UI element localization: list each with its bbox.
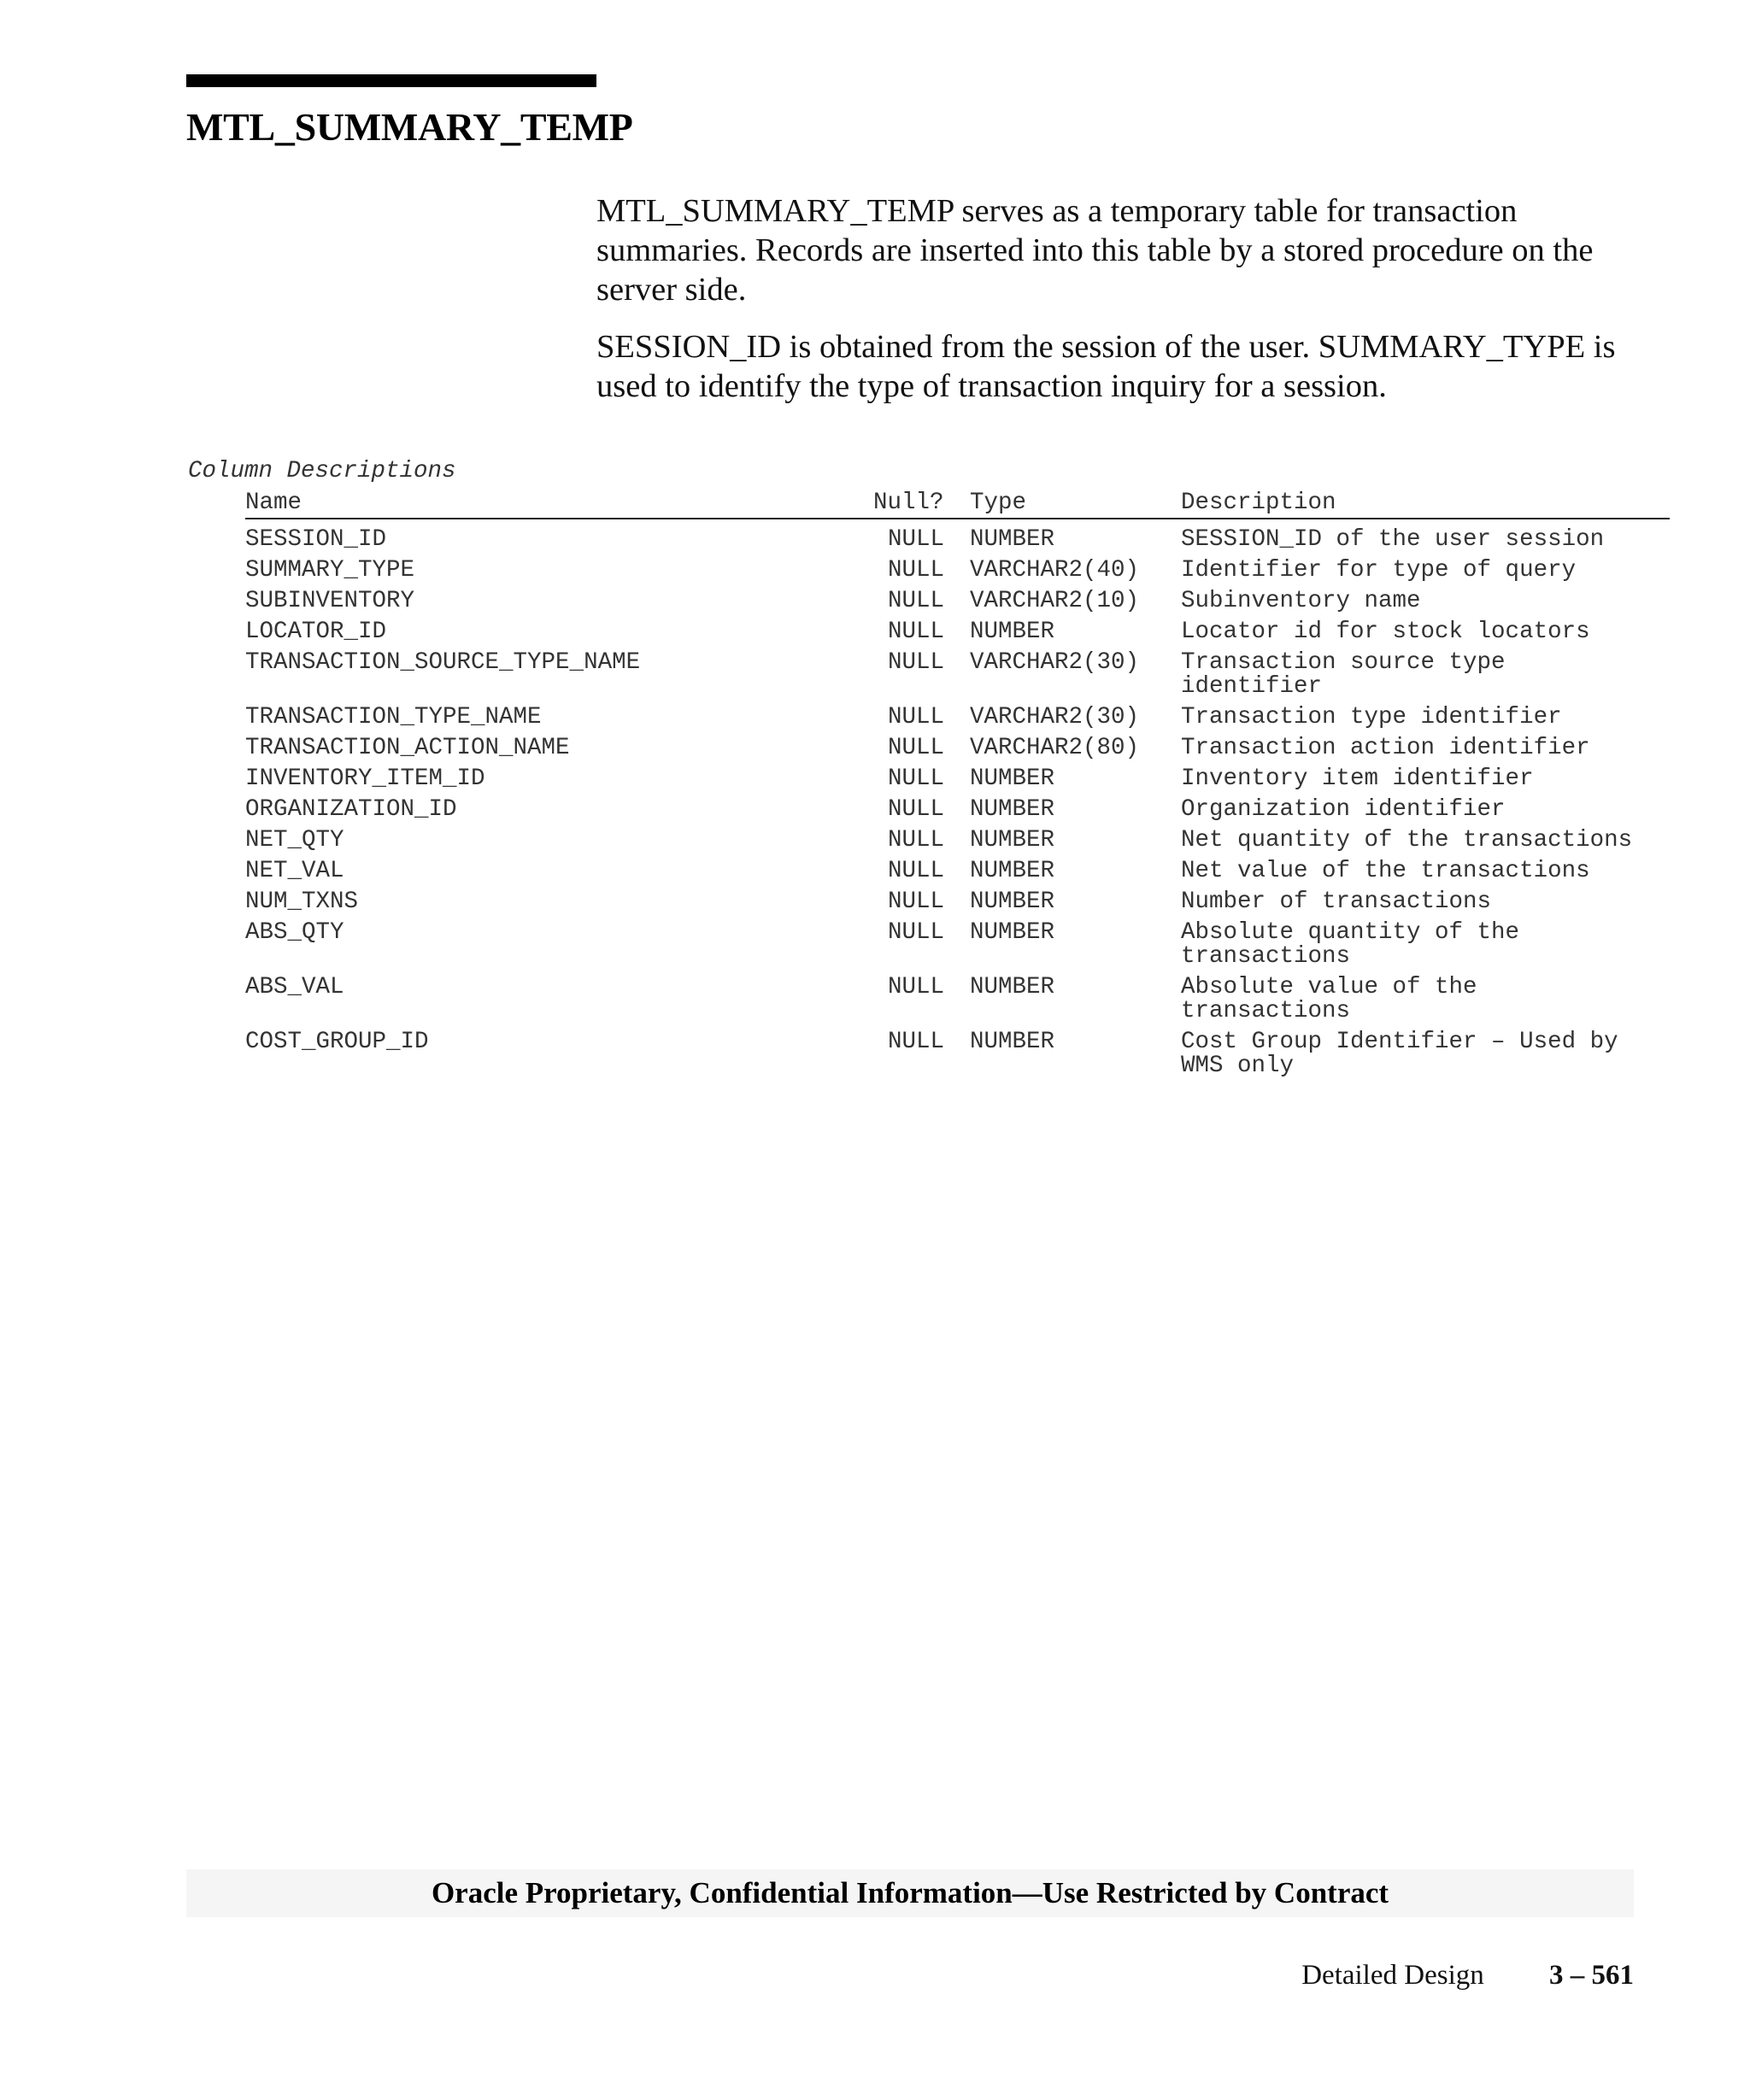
column-name: SESSION_ID xyxy=(245,526,387,553)
column-null: NULL xyxy=(888,974,945,1000)
column-name: SUBINVENTORY xyxy=(245,588,415,614)
column-description: Number of transactions xyxy=(1181,889,1492,915)
column-type: NUMBER xyxy=(970,766,1055,792)
table-row xyxy=(245,590,1670,620)
table-row xyxy=(245,859,1670,890)
column-description: Subinventory name xyxy=(1181,588,1421,614)
column-name: TRANSACTION_SOURCE_TYPE_NAME xyxy=(245,649,641,676)
table-row xyxy=(245,736,1670,767)
column-descriptions-label: Column Descriptions xyxy=(188,458,456,484)
table-row xyxy=(245,528,1670,559)
column-type: VARCHAR2(80) xyxy=(970,735,1140,761)
intro-paragraph: MTL_SUMMARY_TEMP serves as a temporary table for transaction summaries. Records are inserted into this table by a stored procedure on the server side. xyxy=(596,193,1594,308)
column-description: Organization identifier xyxy=(1181,796,1506,823)
table-row xyxy=(245,976,1670,1030)
column-type: VARCHAR2(30) xyxy=(970,704,1140,730)
column-description: Cost Group Identifier – Used by WMS only xyxy=(1181,1029,1618,1079)
column-name: TRANSACTION_TYPE_NAME xyxy=(245,704,542,730)
table-row xyxy=(245,706,1670,736)
column-null: NULL xyxy=(888,766,945,792)
column-null: NULL xyxy=(888,735,945,761)
column-type: NUMBER xyxy=(970,827,1055,853)
table-body xyxy=(245,528,1670,1085)
column-type: NUMBER xyxy=(970,1029,1055,1055)
page-number: 3 – 561 xyxy=(1549,1960,1634,1991)
column-name: NET_QTY xyxy=(245,827,344,853)
column-null: NULL xyxy=(888,889,945,915)
table-row xyxy=(245,767,1670,798)
column-null: NULL xyxy=(888,704,945,730)
column-description: Net quantity of the transactions xyxy=(1181,827,1633,853)
column-null: NULL xyxy=(888,919,945,946)
column-null: NULL xyxy=(888,588,945,614)
column-type: NUMBER xyxy=(970,889,1055,915)
column-name: ABS_QTY xyxy=(245,919,344,946)
header-name: Name xyxy=(245,490,302,516)
column-null: NULL xyxy=(888,858,945,884)
column-name: ABS_VAL xyxy=(245,974,344,1000)
table-row xyxy=(245,890,1670,921)
page-footer xyxy=(1301,1958,1634,1992)
column-name: TRANSACTION_ACTION_NAME xyxy=(245,735,570,761)
column-description: Transaction action identifier xyxy=(1181,735,1590,761)
column-type: VARCHAR2(30) xyxy=(970,649,1140,676)
table-row xyxy=(245,559,1670,590)
column-type: NUMBER xyxy=(970,974,1055,1000)
header-description: Description xyxy=(1181,490,1336,516)
table-row xyxy=(245,651,1670,706)
column-name: NUM_TXNS xyxy=(245,889,359,915)
header-type: Type xyxy=(970,490,1027,516)
column-description: SESSION_ID of the user session xyxy=(1181,526,1605,553)
column-description: Net value of the transactions xyxy=(1181,858,1590,884)
column-name: LOCATOR_ID xyxy=(245,619,387,645)
column-type: NUMBER xyxy=(970,919,1055,946)
table-row xyxy=(245,1030,1670,1085)
column-description: Absolute quantity of the transactions xyxy=(1181,919,1520,970)
column-description: Locator id for stock locators xyxy=(1181,619,1590,645)
intro-section xyxy=(596,191,1647,424)
column-type: VARCHAR2(40) xyxy=(970,557,1140,584)
column-name: INVENTORY_ITEM_ID xyxy=(245,766,485,792)
confidential-notice: Oracle Proprietary, Confidential Information––Use Restricted by Contract xyxy=(186,1869,1634,1917)
column-null: NULL xyxy=(888,827,945,853)
column-description: Transaction source type identifier xyxy=(1181,649,1506,700)
table-row xyxy=(245,798,1670,829)
title-rule xyxy=(186,74,596,87)
table-row xyxy=(245,921,1670,976)
column-name: NET_VAL xyxy=(245,858,344,884)
column-description: Absolute value of the transactions xyxy=(1181,974,1477,1024)
column-null: NULL xyxy=(888,796,945,823)
column-description: Transaction type identifier xyxy=(1181,704,1562,730)
intro-paragraph: SESSION_ID is obtained from the session of the user. SUMMARY_TYPE is used to identify the type of transaction inquiry for a session. xyxy=(596,329,1616,404)
footer-section-name: Detailed Design xyxy=(1301,1960,1484,1991)
column-type: NUMBER xyxy=(970,858,1055,884)
table-row xyxy=(245,620,1670,651)
table-header xyxy=(245,489,1670,519)
column-type: NUMBER xyxy=(970,526,1055,553)
column-description: Identifier for type of query xyxy=(1181,557,1577,584)
column-name: SUMMARY_TYPE xyxy=(245,557,415,584)
column-name: COST_GROUP_ID xyxy=(245,1029,429,1055)
column-name: ORGANIZATION_ID xyxy=(245,796,457,823)
header-null: Null? xyxy=(873,490,944,516)
column-type: NUMBER xyxy=(970,796,1055,823)
column-type: NUMBER xyxy=(970,619,1055,645)
column-null: NULL xyxy=(888,526,945,553)
column-null: NULL xyxy=(888,1029,945,1055)
column-description: Inventory item identifier xyxy=(1181,766,1534,792)
column-null: NULL xyxy=(888,649,945,676)
table-row xyxy=(245,829,1670,859)
column-type: VARCHAR2(10) xyxy=(970,588,1140,614)
column-null: NULL xyxy=(888,557,945,584)
column-null: NULL xyxy=(888,619,945,645)
page-title: MTL_SUMMARY_TEMP xyxy=(186,105,633,149)
column-descriptions-table xyxy=(245,489,1670,1085)
